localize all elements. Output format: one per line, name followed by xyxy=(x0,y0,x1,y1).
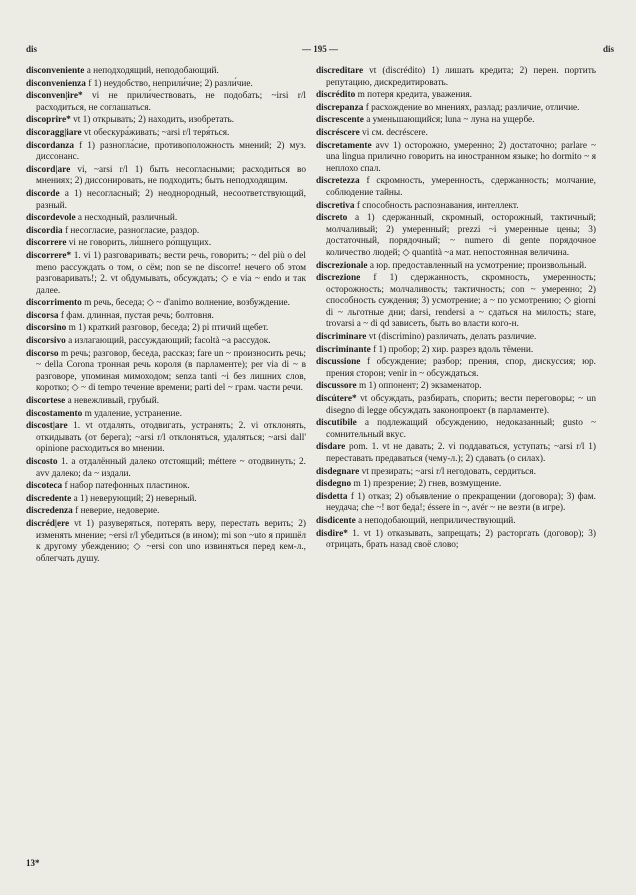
entry-definition: m потеря кредита, уважения. xyxy=(357,90,472,101)
page-number: — 195 — xyxy=(302,44,338,54)
dictionary-entry xyxy=(316,467,596,479)
entry-headword: discostamento xyxy=(26,408,83,419)
page-header xyxy=(26,44,614,58)
header-left-guide-word: dis xyxy=(26,44,38,54)
entry-headword: discrédito xyxy=(316,90,356,101)
entry-headword: discoprire* xyxy=(26,115,71,126)
entry-headword: disconveniente xyxy=(26,66,85,76)
entry-headword: discosto xyxy=(26,457,58,467)
entry-headword: discordevole xyxy=(26,213,76,224)
dictionary-entry xyxy=(316,176,596,199)
dictionary-entry xyxy=(26,66,306,78)
entry-headword: discutibile xyxy=(316,418,357,429)
entry-headword: discreditare xyxy=(316,66,364,76)
entry-headword: discorsivo xyxy=(26,336,66,347)
entry-definition: f 1) пробор; 2) хир. разрез вдоль тёмени. xyxy=(373,344,534,355)
entry-definition: vi, ~arsi r/l 1) быть несогласными; расходиться во мнениях; 2) диссонировать, не подходить; быть неподходящим. xyxy=(36,164,306,187)
entry-headword: discoragg|iare xyxy=(26,127,82,138)
dictionary-entry xyxy=(26,189,306,212)
entry-headword: disdicente xyxy=(316,515,356,526)
entry-definition: a юр. предоставленный на усмотрение; произвольный. xyxy=(369,260,587,271)
entry-headword: disdegno xyxy=(316,479,352,490)
entry-definition: m 1) краткий разговор, беседа; 2) pi птичий щебет. xyxy=(68,323,269,334)
entry-definition: avv 1) осторожно, умеренно; 2) достаточно; parlare ~ una lingua прилично говорить на иностранном языке; ho dormito ~ я неплохо спал. xyxy=(326,140,596,174)
entry-headword: discorrere* xyxy=(26,250,72,261)
entry-headword: discrepanza xyxy=(316,102,364,113)
entry-definition: m 1) оппонент; 2) экзаменатор. xyxy=(358,381,482,392)
entry-headword: discrezionale xyxy=(316,260,368,271)
entry-definition: m речь, беседа; ◇ ~ d'animo волнение, возбуждение. xyxy=(84,298,291,309)
left-column xyxy=(26,66,306,846)
dictionary-entry xyxy=(316,90,596,102)
dictionary-entry xyxy=(316,261,596,273)
entry-definition: f 1) сдержанность, скромность, умеренность; осторожность; молчаливость; тактичность; con ~ умеренно; 2) способность суждения; 3) усмотрение; a ~ по усмотрению; ◇ giorni di ~ льготные дни; darsi, rendersi a ~ сдаться на милость; stare, trovarsi a ~ di qd зависеть, быть во власти кого-н. xyxy=(326,273,596,330)
dictionary-entry xyxy=(316,394,596,417)
dictionary-entry xyxy=(26,336,306,348)
entry-headword: discost|are xyxy=(26,421,68,432)
entry-definition: 1. vt 1) отказывать, запрещать; 2) расторгать (договор); 3) отрицать, брать назад своё слово; xyxy=(326,528,596,551)
dictionary-entry xyxy=(26,349,306,395)
entry-definition: vt (discrimino) различать, делать различие. xyxy=(368,332,537,343)
dictionary-entry xyxy=(26,506,306,518)
dictionary-entry xyxy=(316,128,596,140)
entry-definition: vi см. decréscere. xyxy=(362,127,428,138)
entry-headword: discord|are xyxy=(26,164,71,175)
entry-headword: discussore xyxy=(316,381,357,392)
entry-definition: f неверие, недоверие. xyxy=(75,506,160,517)
entry-headword: discorsa xyxy=(26,310,59,321)
entry-definition: f набор патефонных пластинок. xyxy=(64,481,190,492)
entry-headword: discrescente xyxy=(316,115,364,126)
entry-headword: discorrere xyxy=(26,238,67,249)
dictionary-entry xyxy=(316,418,596,441)
entry-definition: vt 1) разуверяться, потерять веру, перестать верить; 2) изменять мнение; ~ersi r/l убедиться (в ином); mi son ~uto я пришёл к другому убеждению; ◇ ~ersi con uno извиняться перед кем-л., облегчать душу. xyxy=(36,518,306,564)
entry-definition: vt презирать; ~arsi r/l негодовать, сердиться. xyxy=(361,466,536,477)
dictionary-entry xyxy=(26,79,306,91)
dictionary-entry xyxy=(26,238,306,250)
entry-headword: discorso xyxy=(26,348,59,359)
dictionary-entry xyxy=(316,66,596,89)
entry-definition: vt (discrédito) 1) лишать кредита; 2) перен. портить репутацию, дискредитировать. xyxy=(326,66,596,88)
dictionary-entry xyxy=(26,323,306,335)
dictionary-entry xyxy=(316,115,596,127)
dictionary-entry xyxy=(316,103,596,115)
entry-headword: discredente xyxy=(26,493,72,504)
entry-headword: discordia xyxy=(26,225,63,236)
dictionary-entry xyxy=(26,457,306,480)
entry-definition: a невежливый, грубый. xyxy=(67,396,160,407)
entry-headword: discréd|ere xyxy=(26,518,70,529)
entry-definition: a 1) сдержанный, скромный, осторожный, тактичный; молчаливый; 2) умеренный; prezzi ~i умеренные цены; 3) достаточный, порядочный; ~ numero di gente порядочное количество людей; ◇ quantità ~a мат. непостоянная величина. xyxy=(326,213,596,258)
entry-headword: discretezza xyxy=(316,176,360,187)
entry-headword: discordanza xyxy=(26,140,75,151)
entry-headword: discorde xyxy=(26,188,60,199)
entry-definition: 1. vt отдалять, отодвигать, устранять; 2. vi отклонять, откидывать (от берега); ~arsi r/l отклоняться, удаляться; ~arsi dall' opinione расходиться во мнении. xyxy=(36,421,306,455)
entry-headword: disconvenienza xyxy=(26,78,86,89)
entry-definition: a неподходя́щий, непо́добающий. xyxy=(86,66,219,76)
dictionary-entry xyxy=(26,396,306,408)
entry-headword: discreto xyxy=(316,213,348,224)
entry-headword: disdegnare xyxy=(316,466,360,477)
entry-headword: discretamente xyxy=(316,140,372,151)
entry-definition: f расхождение во мнениях, разлад; различие, отличие. xyxy=(365,102,580,113)
entry-definition: f несогласие, разногласие, раздор. xyxy=(65,225,200,236)
entry-definition: vi не прили́чествовать, не подобать; ~irsi r/l расходиться, не соглашаться. xyxy=(36,91,306,113)
entry-headword: discrezione xyxy=(316,273,361,284)
dictionary-entry xyxy=(26,481,306,493)
dictionary-entry xyxy=(316,273,596,331)
dictionary-entry xyxy=(316,381,596,393)
entry-definition: vt 1) открывать; 2) находить, изобретать. xyxy=(73,115,235,126)
dictionary-entry xyxy=(316,357,596,380)
dictionary-entry xyxy=(26,141,306,164)
entry-definition: m 1) презрение; 2) гнев, возмущение. xyxy=(353,479,502,490)
entry-headword: discredenza xyxy=(26,506,73,517)
dictionary-entry xyxy=(26,409,306,421)
dictionary-entry xyxy=(316,479,596,491)
header-right-guide-word: dis xyxy=(602,44,614,54)
dictionary-entry xyxy=(316,345,596,357)
dictionary-entry xyxy=(26,165,306,188)
entry-headword: disdire* xyxy=(316,528,348,539)
entry-headword: discorsino xyxy=(26,323,67,334)
dictionary-entry xyxy=(26,519,306,565)
entry-definition: f 1) отказ; 2) объявление о прекращении (договора); 3) фам. неудача; che ~! вот беда!; éssere in ~, avér ~ не везти (в игре). xyxy=(326,491,596,514)
dictionary-entry xyxy=(316,492,596,515)
dictionary-entry xyxy=(316,332,596,344)
entry-definition: a неподобающий, неприличествующий. xyxy=(358,515,516,526)
dictionary-entry xyxy=(316,141,596,176)
entry-definition: a несходный, различный. xyxy=(77,213,178,224)
entry-definition: f фам. длинная, пустая речь; болтовня. xyxy=(60,310,214,321)
entry-definition: vi не говорить, ли́шнего ро́пщущих. xyxy=(68,238,212,249)
entry-definition: f обсуждение; разбор; прения, спор, дискуссия; юр. прения сторон; venir in ~ обсуждаться. xyxy=(326,357,596,379)
entry-definition: f способность распознавания, интеллект. xyxy=(356,200,519,211)
entry-definition: a излагающий, рассуждающий; facoltà ~a рассудок. xyxy=(68,336,271,347)
entry-definition: a 1) несогласный; 2) неоднородный, несоответствующий, разный. xyxy=(36,188,306,211)
dictionary-entry xyxy=(26,213,306,225)
dictionary-entry xyxy=(316,213,596,259)
entry-definition: f 1) разногла́сие, противоположность мнений; 2) муз. диссонанс. xyxy=(36,140,306,163)
entry-headword: discussione xyxy=(316,357,361,368)
text-columns xyxy=(26,66,616,846)
entry-definition: m удаление, устранение. xyxy=(84,408,182,419)
entry-headword: disdetta xyxy=(316,491,348,502)
dictionary-entry xyxy=(26,251,306,297)
entry-definition: m речь; разговор, беседа, рассказ; fare un ~ произносить речь; ~ della Corona тронная речь короля (в парламенте); per via di ~ в разговоре, упоминая мимоходом; senza tanti ~i без лишних слов, коротко; ◇ ~ di tempo течение времени; parti del ~ грам. части речи. xyxy=(36,348,306,394)
dictionary-entry xyxy=(26,91,306,114)
entry-headword: disconven|ire* xyxy=(26,91,83,102)
entry-definition: a уменьшающийся; luna ~ луна на ущербе. xyxy=(366,115,535,126)
dictionary-entry xyxy=(26,421,306,456)
dictionary-entry xyxy=(26,311,306,323)
entry-headword: disdare xyxy=(316,442,346,453)
entry-headword: discútere* xyxy=(316,394,357,405)
entry-headword: discréscere xyxy=(316,127,360,138)
entry-definition: 1. a отдалённый далеко отстоящий; méttere ~ отодвинуть; 2. avv далеко; da ~ издали. xyxy=(36,457,306,479)
printer-signature: 13* xyxy=(26,858,40,868)
entry-definition: a подлежащий обсуждению, недоказанный; gusto ~ сомнительный вкус. xyxy=(326,418,596,440)
dictionary-entry xyxy=(26,115,306,127)
entry-definition: vt обсуждать, разбирать, спорить; вести переговоры; ~ un disegno di legge обсуждать законопроект (в парламенте). xyxy=(326,394,596,416)
entry-headword: discoteca xyxy=(26,481,63,492)
dictionary-entry xyxy=(316,442,596,465)
entry-definition: f 1) неудобство, неприли́чие; 2) разли́чие. xyxy=(88,78,253,89)
dictionary-entry xyxy=(316,529,596,552)
dictionary-entry xyxy=(316,516,596,528)
entry-headword: discretiva xyxy=(316,200,355,211)
entry-headword: discriminare xyxy=(316,332,367,343)
entry-definition: pom. 1. vt не давать; 2. vi поддаваться, уступать; ~arsi r/l 1) переставать предаваться (чему-л.); 2) сдавать (о силах). xyxy=(326,442,596,464)
entry-definition: f скромность, умеренность, сдержанность; молчание, соблюдение тайны. xyxy=(326,176,596,198)
dictionary-entry xyxy=(316,201,596,213)
entry-headword: discortese xyxy=(26,396,66,407)
dictionary-entry xyxy=(26,128,306,140)
dictionary-entry xyxy=(26,226,306,238)
right-column xyxy=(316,66,596,846)
dictionary-entry xyxy=(26,494,306,506)
entry-definition: vt обескура́живать; ~arsi r/l теря́ться. xyxy=(83,127,230,138)
entry-headword: discorrimento xyxy=(26,298,82,309)
entry-headword: discriminante xyxy=(316,344,371,355)
dictionary-entry xyxy=(26,298,306,310)
entry-definition: 1. vi 1) разговаривать; вести речь, говорить; ~ del più o del meno рассуждать о том, о сём; non se ne discorre! нечего об этом разговаривать!; 2. vt обдумывать, обсуждать; ◇ e via ~ endo и так далее. xyxy=(36,250,306,296)
entry-definition: a 1) неверующий; 2) неверный. xyxy=(73,493,197,504)
